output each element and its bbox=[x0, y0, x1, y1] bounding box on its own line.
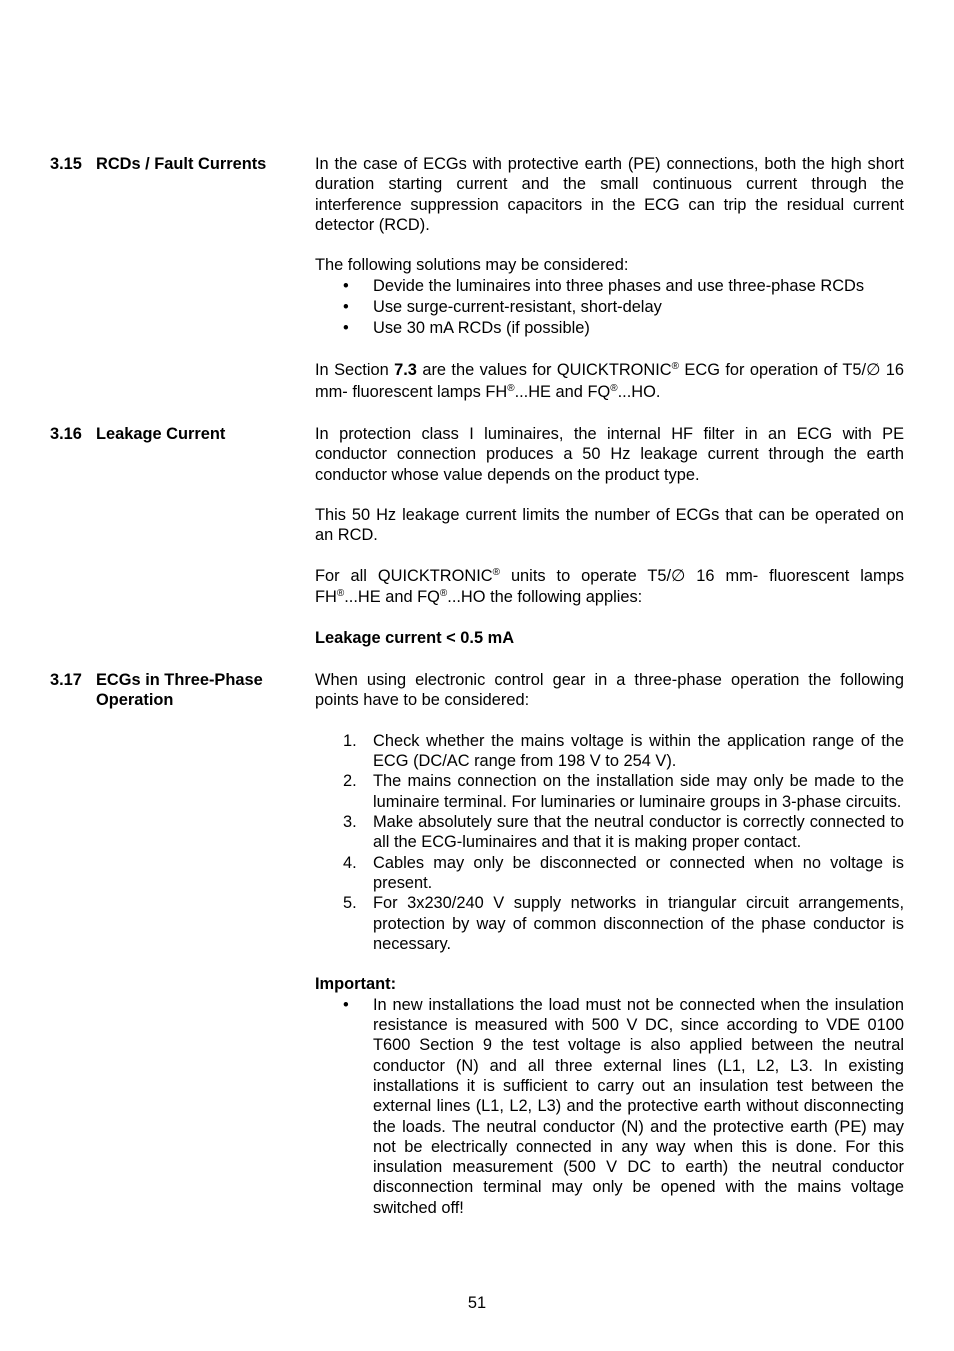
list-item: 3. Make absolutely sure that the neutral conductor is correctly connected to all the ECG-luminaires and that it is making proper contact. bbox=[343, 813, 904, 852]
registered-mark: ® bbox=[336, 588, 345, 600]
bullet-list bbox=[315, 276, 904, 339]
paragraph: In Section 7.3 are the values for QUICKTRONIC® ECG for operation of T5/∅ 16 mm- fluorescent lamps FH®...HE and FQ®...HO. bbox=[315, 360, 904, 401]
list-item: 4. Cables may only be disconnected or connected when no voltage is present. bbox=[343, 853, 904, 892]
registered-mark: ® bbox=[439, 588, 448, 600]
paragraph: In the case of ECGs with protective earth (PE) connections, both the high short duration starting current and the small continuous current through the interference suppression capacitors in the ECG can trip the residual current detector (RCD). bbox=[315, 155, 904, 234]
list-number: 4. bbox=[343, 853, 357, 872]
bullet-marker: • bbox=[343, 319, 349, 338]
leakage-current-note: Leakage current < 0.5 mA bbox=[315, 629, 515, 648]
section-body bbox=[315, 670, 904, 1218]
list-item: • Use 30 mA RCDs (if possible) bbox=[343, 319, 590, 338]
section-body bbox=[315, 424, 904, 649]
numbered-list bbox=[315, 731, 904, 954]
list-item: • In new installations the load must not be connected when the insulation resistance is measured with 500 V DC, since according to VDE 0100 T600 Section 9 the test voltage is also applied between the neutral conductor (N) and all three external lines (L1, L2, L3. In existing installations it is sufficient to carry out an insulation test between the external lines (L1, L2, L3) and the protective earth without disconnecting the loads. The neutral conductor (N) and the protective earth (PE) may not be electrically connected in any way when this is done. For this insulation measurement (500 V DC to earth) the neutral conductor disconnection terminal may only be opened with the mains voltage switched off! bbox=[343, 995, 904, 1217]
page-number: 51 bbox=[467, 1294, 487, 1312]
bullet-marker: • bbox=[343, 298, 349, 317]
registered-mark: ® bbox=[492, 567, 500, 579]
bullet-marker: • bbox=[343, 995, 349, 1014]
paragraph: The following solutions may be considered: bbox=[315, 256, 629, 275]
paragraph: When using electronic control gear in a three-phase operation the following points have to be considered: bbox=[315, 671, 904, 710]
list-item: 5. For 3x230/240 V supply networks in triangular circuit arrangements, protection by way of common disconnection of the phase conductor is necessary. bbox=[343, 894, 904, 953]
section-title: ECGs in Three-Phase Operation bbox=[96, 671, 263, 710]
section-body bbox=[315, 154, 904, 403]
section-number: 3.16 bbox=[50, 425, 82, 443]
list-number: 5. bbox=[343, 894, 357, 913]
list-number: 1. bbox=[343, 731, 357, 750]
registered-mark: ® bbox=[610, 382, 618, 394]
registered-mark: ® bbox=[671, 360, 680, 372]
bullet-list bbox=[315, 995, 904, 1218]
paragraph: In protection class I luminaires, the internal HF filter in an ECG with PE conductor connection produces a 50 Hz leakage current through the earth conductor whose value depends on the product type. bbox=[315, 425, 904, 484]
list-item: • Use surge-current-resistant, short-delay bbox=[343, 298, 662, 317]
section-number: 3.17 bbox=[50, 671, 82, 689]
list-item: 2. The mains connection on the installation side may only be made to the luminaire terminal. For luminaries or luminaire groups in 3-phase circuits. bbox=[343, 772, 904, 811]
section-number: 3.15 bbox=[50, 155, 82, 173]
section-title: RCDs / Fault Currents bbox=[96, 155, 267, 173]
list-item: 1. Check whether the mains voltage is within the application range of the ECG (DC/AC range from 198 V to 254 V). bbox=[343, 731, 904, 771]
paragraph: For all QUICKTRONIC® units to operate T5/∅ 16 mm- fluorescent lamps FH®...HE and FQ®...HO the following applies: bbox=[315, 567, 905, 607]
list-item: • Devide the luminaires into three phases and use three-phase RCDs bbox=[343, 276, 865, 295]
important-label: Important: bbox=[315, 975, 397, 994]
list-number: 3. bbox=[343, 813, 357, 832]
registered-mark: ® bbox=[507, 382, 515, 394]
section-title: Leakage Current bbox=[96, 425, 226, 443]
paragraph: This 50 Hz leakage current limits the number of ECGs that can be operated on an RCD. bbox=[315, 506, 904, 545]
section-reference: 7.3 bbox=[394, 360, 417, 379]
list-number: 2. bbox=[343, 772, 357, 791]
bullet-marker: • bbox=[343, 276, 349, 295]
